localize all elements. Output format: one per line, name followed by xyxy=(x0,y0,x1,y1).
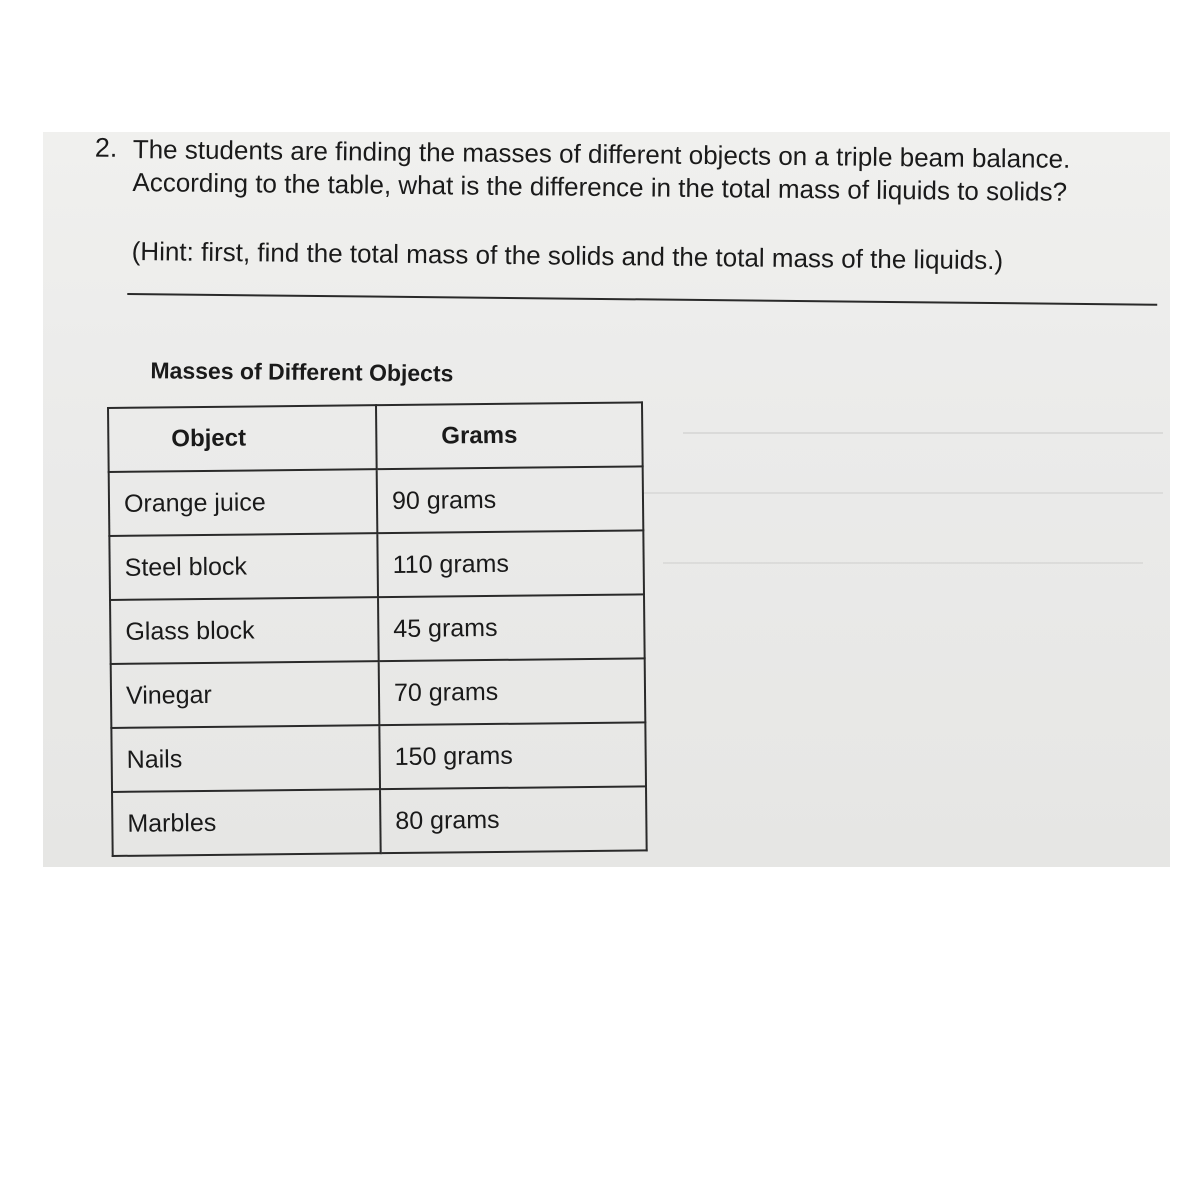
answer-line xyxy=(127,293,1157,306)
table-header-row xyxy=(108,402,643,472)
grams-cell: 90 grams xyxy=(377,466,644,533)
table-title: Masses of Different Objects xyxy=(150,357,454,387)
grams-cell: 70 grams xyxy=(379,658,646,725)
grams-cell: 110 grams xyxy=(377,530,644,597)
table-row xyxy=(109,530,644,600)
table-row xyxy=(112,786,647,856)
question-hint: (Hint: first, find the total mass of the solids and the total mass of the liquids.) xyxy=(131,236,1004,276)
object-cell: Vinegar xyxy=(111,661,380,728)
header-object: Object xyxy=(108,405,377,472)
object-cell: Nails xyxy=(111,725,380,792)
grams-cell: 80 grams xyxy=(380,786,647,853)
question-number: 2. xyxy=(94,132,118,163)
object-cell: Steel block xyxy=(109,533,378,600)
grams-cell: 45 grams xyxy=(378,594,645,661)
table-row xyxy=(111,658,646,728)
grams-cell: 150 grams xyxy=(379,722,646,789)
question-text: The students are finding the masses of different objects on a triple beam balance. According to the table, what is the difference in the total mass of liquids to solids? xyxy=(132,134,1071,207)
object-cell: Marbles xyxy=(112,789,381,856)
worksheet-photo xyxy=(43,132,1170,867)
mass-table xyxy=(107,401,648,857)
object-cell: Glass block xyxy=(110,597,379,664)
table-row xyxy=(109,466,644,536)
object-cell: Orange juice xyxy=(109,469,378,536)
table-row xyxy=(111,722,646,792)
table-row xyxy=(110,594,645,664)
header-grams: Grams xyxy=(376,402,643,469)
